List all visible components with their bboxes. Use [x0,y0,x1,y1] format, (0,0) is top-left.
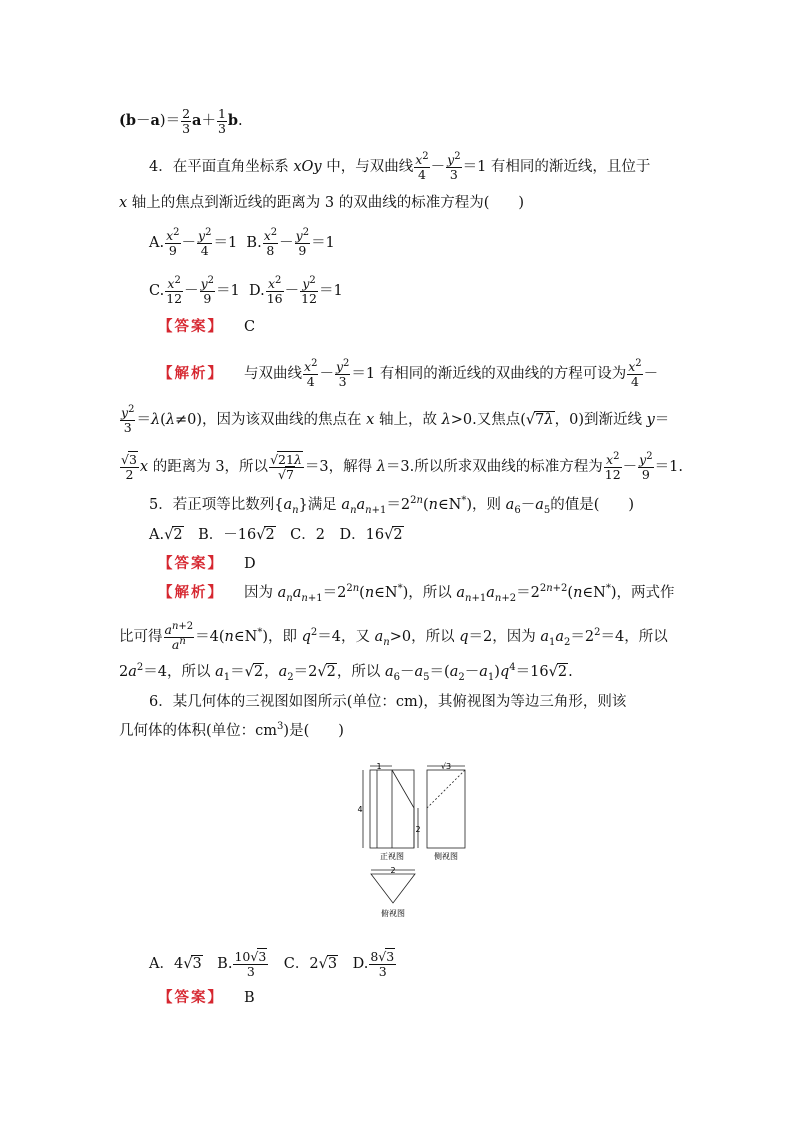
q5-analysis-line2: 比可得 $\frac{a^{n+2}}{a^n}$ ＝4(n∈N*)，即 $q^2=4$，又 $a_n>0$，所以 q＝2，因为 $a_1a_2=2^2=4$，所以 [119,620,668,652]
q5-answer [158,557,256,572]
q4-options-ab: A. $\frac{x^2}{9}$ － $\frac{y^2}{4}$ ＝1 B. $\frac{x^2}{8}$ － $\frac{y^2}{9}$ ＝1 [149,226,335,258]
top-view-caption: 俯视图 [381,909,405,918]
q5-options: A.√2 B．－16√2 C．2 D．16√2 [149,527,403,543]
top-view-triangle [371,874,415,903]
q4-stem-line1: 4．在平面直角坐标系 xOy 中，与双曲线 $\frac{x^2}{4}$ － $\frac{y^2}{3}$ ＝1 有相同的渐近线，且位于 [149,150,651,182]
analysis-label: 【解析】 [158,585,224,601]
answer-label: 【答案】 [158,990,224,1006]
q6-stem-line1: 6．某几何体的三视图如图所示(单位：cm)，其俯视图为等边三角形，则该 [149,694,627,710]
side-view-rect [427,770,465,848]
q5-stem: 5．若正项等比数列$\{a_n\}$满足 $a_na_{n+1}=2^{2n}(n\in N^*)$，则 $a_6-a_5$的值是( ) [149,495,635,516]
prev-answer-tail: (b－a)＝ $\frac{2}{3}$ a＋ $\frac{1}{3}$ b. [119,106,243,136]
q5-analysis-line1: 【解析】 因为 $a_na_{n+1}=2^{2n}(n\in N^*)$，所以 $a_{n+1}a_{n+2}=2^{2n+2}(n\in N^*)$，两式作 [158,583,675,604]
q6-answer [158,991,255,1006]
front-view-caption: 正视图 [380,852,404,861]
q4-analysis-line2: $\frac{y^2}{3}$ ＝λ(λ≠0)，因为该双曲线的焦点在 x 轴上，故 λ>0.又焦点(√7λ，0)到渐近线 y＝ [121,403,670,435]
answer-value: B [244,990,255,1006]
q4-stem-line2: x 轴上的焦点到渐近线的距离为 3 的双曲线的标准方程为( ) [119,195,525,211]
q4-options-cd: C. $\frac{x^2}{12}$ － $\frac{y^2}{9}$ ＝1 D. $\frac{x^2}{16}$ － $\frac{y^2}{12}$ ＝1 [149,274,343,306]
side-top-label: √3 [440,762,452,771]
top-width-label: 2 [390,866,396,875]
q6-options: A．4√3 B. $\frac{10√3}{3}$ C．2√3 D. $\frac{8√3}{3}$ [149,949,395,979]
answer-label: 【答案】 [158,319,224,335]
q4-analysis-line1: 【解析】 与双曲线 $\frac{x^2}{4}$ － $\frac{y^2}{3}$ ＝1 有相同的渐近线的双曲线的方程可设为 $\frac{x^2}{4}$ － [158,357,659,389]
q6-stem-line2: 几何体的体积(单位：$cm^3$)是( ) [119,721,344,739]
q4-analysis-line3: $\frac{√3}{2}$ x 的距离为 3，所以 $\frac{√21\lambda}{√7}$ ＝3，解得 λ＝3.所以所求双曲线的标准方程为 $\frac{x^2}{12}$ － $\frac{y^2}{9}$ ＝1. [121,450,683,482]
q4-answer [158,320,255,335]
answer-value: C [244,319,256,335]
front-top-label: 1 [376,762,382,771]
q5-analysis-line3: $2a^2=4$，所以 $a_1=√2$，$a_2=2√2$，所以 $a_6-a_5=(a_2-a_1)q^4=16√2$. [119,662,573,683]
three-view-figure [355,758,480,923]
front-left-label: 4 [357,805,363,814]
answer-value: D [244,556,256,572]
analysis-label: 【解析】 [158,366,224,382]
answer-label: 【答案】 [158,556,224,572]
side-view-caption: 侧视图 [434,852,458,861]
front-right-label: 2 [415,825,421,834]
